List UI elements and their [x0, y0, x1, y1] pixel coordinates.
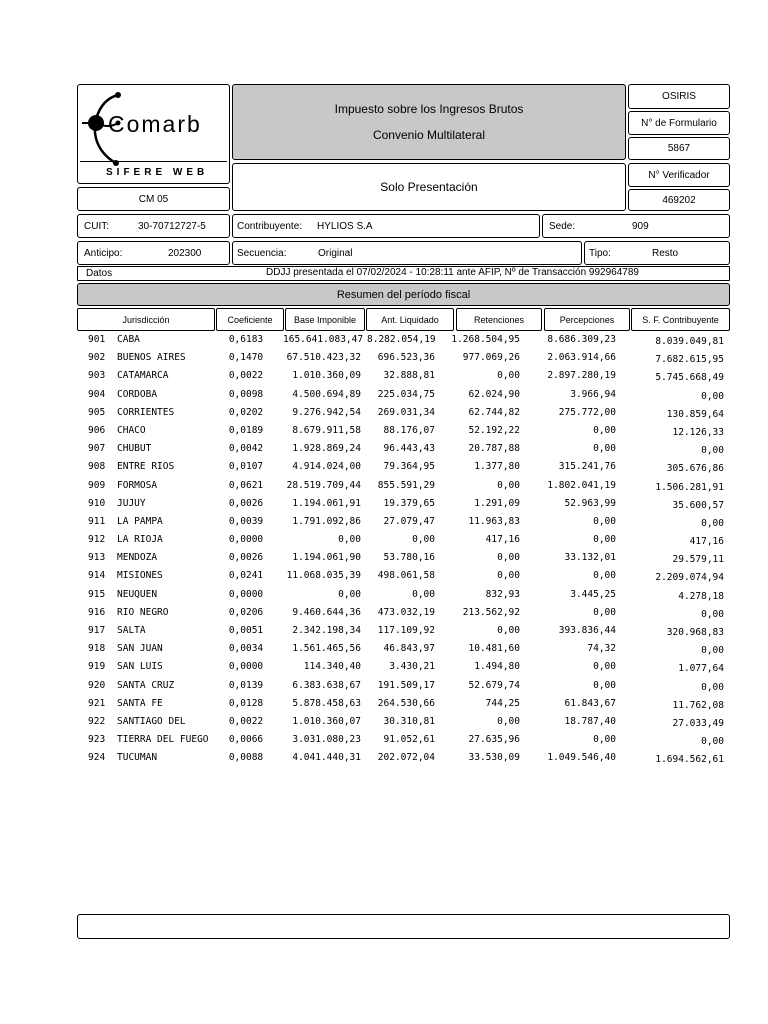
cell-base-imponible: 4.041.440,31 — [292, 752, 361, 764]
header-base-imponible: Base Imponible — [285, 308, 365, 331]
cuit-value: 30-70712727-5 — [138, 221, 206, 232]
title-line2: Convenio Multilateral — [372, 128, 486, 142]
cell-base-imponible: 1.928.869,24 — [292, 443, 361, 455]
cell-jurisdiccion: SALTA — [117, 625, 146, 636]
cell-retenciones: 62.024,90 — [468, 388, 520, 400]
table-row — [78, 441, 730, 459]
cell-jurisdiccion: JUJUY — [117, 497, 146, 509]
cell-coeficiente: 0,0107 — [228, 461, 264, 473]
cell-sf-contribuyente: 12.126,33 — [672, 426, 724, 438]
cell-jurisdiccion: SANTA CRUZ — [117, 679, 175, 691]
cell-base-imponible: 1.010.360,07 — [292, 715, 361, 727]
cell-coeficiente: 0,0128 — [228, 697, 264, 709]
cell-sf-contribuyente: 4.278,18 — [678, 590, 724, 602]
sede-box — [542, 214, 730, 238]
table-row — [78, 532, 730, 550]
cell-sf-contribuyente: 130.859,64 — [666, 408, 724, 420]
cell-ant-liquidado: 117.109,92 — [377, 625, 435, 636]
cell-sf-contribuyente: 0,00 — [701, 390, 724, 402]
cell-sf-contribuyente: 305.676,86 — [666, 463, 724, 475]
cell-code: 904 — [88, 388, 106, 400]
cell-code: 916 — [88, 606, 106, 618]
cell-coeficiente: 0,0088 — [228, 752, 264, 764]
cell-retenciones: 0,00 — [497, 370, 520, 382]
table-row — [78, 478, 730, 496]
datos-label: Datos — [86, 268, 113, 279]
cell-retenciones: 52.192,22 — [468, 424, 520, 436]
cell-coeficiente: 0,0066 — [228, 734, 264, 746]
cell-jurisdiccion: CATAMARCA — [117, 370, 169, 382]
cell-coeficiente: 0,0202 — [228, 406, 264, 418]
cell-jurisdiccion: NEUQUEN — [117, 588, 158, 600]
table-body — [78, 332, 730, 769]
header-sf-contribuyente: S. F. Contribuyente — [631, 308, 730, 331]
cell-sf-contribuyente: 320.968,83 — [666, 627, 724, 638]
formulario-label-box — [628, 111, 730, 135]
cell-percepciones: 315.241,76 — [558, 461, 616, 473]
cell-code: 924 — [88, 752, 106, 764]
cell-code: 919 — [88, 661, 106, 673]
cell-sf-contribuyente: 7.682.615,95 — [655, 354, 724, 366]
cell-code: 921 — [88, 697, 106, 709]
cell-retenciones: 27.635,96 — [468, 734, 520, 746]
cell-retenciones: 0,00 — [497, 570, 520, 582]
contribuyente-value: HYLIOS S.A — [317, 221, 373, 232]
sifere-label: SIFERE WEB — [106, 167, 209, 178]
cell-percepciones: 1.802.041,19 — [547, 479, 616, 491]
cell-jurisdiccion: MENDOZA — [117, 552, 158, 564]
table-row — [78, 350, 730, 368]
cell-ant-liquidado: 8.282.054,19 — [367, 334, 436, 345]
cell-percepciones: 0,00 — [593, 570, 616, 582]
table-title: Resumen del período fiscal — [336, 288, 471, 301]
table-title-box — [77, 283, 730, 306]
cell-sf-contribuyente: 0,00 — [701, 517, 724, 529]
cell-base-imponible: 114.340,40 — [303, 661, 361, 673]
cell-sf-contribuyente: 5.745.668,49 — [655, 372, 724, 384]
datos-value: DDJJ presentada el 07/02/2024 - 10:28:11 ante AFIP, Nº de Transacción 992964789 — [266, 267, 639, 278]
cell-coeficiente: 0,0139 — [228, 679, 264, 691]
cell-base-imponible: 3.031.080,23 — [292, 734, 361, 746]
cell-coeficiente: 0,0000 — [228, 661, 264, 673]
footer-box — [77, 914, 730, 939]
cell-retenciones: 832,93 — [485, 588, 520, 600]
cell-sf-contribuyente: 0,00 — [701, 445, 724, 457]
table-row — [78, 387, 730, 405]
cell-ant-liquidado: 269.031,34 — [377, 406, 435, 418]
cell-coeficiente: 0,0621 — [228, 479, 264, 491]
cell-ant-liquidado: 53.780,16 — [383, 552, 435, 564]
cell-sf-contribuyente: 0,00 — [701, 608, 724, 620]
cell-ant-liquidado: 202.072,04 — [377, 752, 435, 764]
cell-sf-contribuyente: 8.039.049,81 — [655, 336, 724, 347]
title-box — [232, 84, 626, 160]
table-row — [78, 514, 730, 532]
cell-base-imponible: 0,00 — [338, 588, 361, 600]
tipo-label: Tipo: — [589, 248, 611, 259]
anticipo-value: 202300 — [168, 248, 202, 259]
cell-ant-liquidado: 225.034,75 — [377, 388, 435, 400]
tipo-value: Resto — [652, 248, 679, 259]
table-row — [78, 732, 730, 750]
cell-retenciones: 0,00 — [497, 625, 520, 636]
cell-jurisdiccion: TUCUMAN — [117, 752, 158, 764]
cell-code: 906 — [88, 424, 106, 436]
cell-base-imponible: 1.010.360,09 — [292, 370, 361, 382]
header-ant-liquidado: Ant. Liquidado — [366, 308, 454, 331]
cell-ant-liquidado: 32.888,81 — [383, 370, 435, 382]
cell-percepciones: 0,00 — [593, 424, 616, 436]
cell-retenciones: 0,00 — [497, 479, 520, 491]
cell-sf-contribuyente: 1.506.281,91 — [655, 481, 724, 493]
secuencia-value: Original — [318, 248, 353, 259]
cell-ant-liquidado: 96.443,43 — [383, 443, 435, 455]
cell-jurisdiccion: SAN JUAN — [117, 643, 163, 655]
cell-code: 910 — [88, 497, 106, 509]
cell-code: 913 — [88, 552, 106, 564]
cell-base-imponible: 4.914.024,00 — [292, 461, 361, 473]
cell-retenciones: 0,00 — [497, 715, 520, 727]
cell-base-imponible: 165.641.083,47 — [283, 334, 364, 345]
subtitle-box — [232, 163, 626, 211]
verificador-label: N° Verificador — [648, 169, 710, 181]
cell-retenciones: 11.963,83 — [468, 515, 520, 527]
cuit-box — [77, 214, 230, 238]
cell-jurisdiccion: CHACO — [117, 424, 146, 436]
cell-ant-liquidado: 696.523,36 — [377, 352, 435, 364]
table-row — [78, 605, 730, 623]
cell-base-imponible: 6.383.638,67 — [292, 679, 361, 691]
header-retenciones: Retenciones — [456, 308, 542, 331]
cell-sf-contribuyente: 0,00 — [701, 681, 724, 693]
cell-jurisdiccion: CORDOBA — [117, 388, 158, 400]
cell-percepciones: 0,00 — [593, 606, 616, 618]
cell-retenciones: 0,00 — [497, 552, 520, 564]
cell-coeficiente: 0,6183 — [228, 334, 264, 345]
cell-percepciones: 74,32 — [587, 643, 616, 655]
cell-sf-contribuyente: 27.033,49 — [672, 717, 724, 729]
cell-jurisdiccion: SANTA FE — [117, 697, 163, 709]
cell-base-imponible: 8.679.911,58 — [292, 424, 361, 436]
cell-coeficiente: 0,0039 — [228, 515, 264, 527]
cell-code: 914 — [88, 570, 106, 582]
cell-ant-liquidado: 91.052,61 — [383, 734, 435, 746]
cell-jurisdiccion: SAN LUIS — [117, 661, 163, 673]
table-row — [78, 750, 730, 768]
table-row — [78, 568, 730, 586]
anticipo-label: Anticipo: — [84, 248, 123, 259]
cell-base-imponible: 1.561.465,56 — [292, 643, 361, 655]
cell-retenciones: 744,25 — [485, 697, 520, 709]
cell-code: 920 — [88, 679, 106, 691]
cell-jurisdiccion: CHUBUT — [117, 443, 152, 455]
cell-base-imponible: 1.194.061,91 — [292, 497, 361, 509]
cell-coeficiente: 0,0098 — [228, 388, 264, 400]
cell-percepciones: 8.686.309,23 — [547, 334, 616, 345]
cell-ant-liquidado: 473.032,19 — [377, 606, 435, 618]
cell-ant-liquidado: 19.379,65 — [383, 497, 435, 509]
cell-coeficiente: 0,0022 — [228, 370, 264, 382]
cell-base-imponible: 2.342.198,34 — [292, 625, 361, 636]
cell-percepciones: 61.843,67 — [564, 697, 616, 709]
cell-coeficiente: 0,0051 — [228, 625, 264, 636]
table-row — [78, 332, 730, 350]
table-row — [78, 678, 730, 696]
cell-code: 912 — [88, 534, 106, 546]
cell-ant-liquidado: 46.843,97 — [383, 643, 435, 655]
logo-box — [77, 84, 230, 184]
cell-ant-liquidado: 855.591,29 — [377, 479, 435, 491]
cell-coeficiente: 0,1470 — [228, 352, 264, 364]
cell-base-imponible: 4.500.694,89 — [292, 388, 361, 400]
cell-jurisdiccion: SANTIAGO DEL — [117, 715, 186, 727]
form-code: CM 05 — [138, 193, 169, 205]
cell-ant-liquidado: 264.530,66 — [377, 697, 435, 709]
cell-retenciones: 1.494,80 — [474, 661, 520, 673]
cell-code: 922 — [88, 715, 106, 727]
cell-retenciones: 1.291,09 — [474, 497, 520, 509]
cell-percepciones: 0,00 — [593, 534, 616, 546]
cell-sf-contribuyente: 0,00 — [701, 736, 724, 748]
cell-coeficiente: 0,0206 — [228, 606, 264, 618]
table-row — [78, 659, 730, 677]
cell-percepciones: 393.836,44 — [558, 625, 616, 636]
cell-coeficiente: 0,0034 — [228, 643, 264, 655]
cell-retenciones: 52.679,74 — [468, 679, 520, 691]
verificador-value-box — [628, 189, 730, 211]
cell-code: 908 — [88, 461, 106, 473]
cell-percepciones: 1.049.546,40 — [547, 752, 616, 764]
table-row — [78, 696, 730, 714]
cell-percepciones: 3.966,94 — [570, 388, 616, 400]
cell-ant-liquidado: 79.364,95 — [383, 461, 435, 473]
cell-sf-contribuyente: 29.579,11 — [672, 554, 724, 566]
cell-code: 903 — [88, 370, 106, 382]
logo-divider — [80, 161, 227, 162]
header-jurisdiccion: Jurisdicción — [77, 308, 215, 331]
table-row — [78, 496, 730, 514]
cell-retenciones: 213.562,92 — [462, 606, 520, 618]
cell-jurisdiccion: LA PAMPA — [117, 515, 163, 527]
cell-ant-liquidado: 191.509,17 — [377, 679, 435, 691]
formulario-value-box — [628, 137, 730, 160]
table-row — [78, 423, 730, 441]
cell-jurisdiccion: BUENOS AIRES — [117, 352, 186, 364]
cell-sf-contribuyente: 11.762,08 — [672, 699, 724, 711]
cell-percepciones: 275.772,00 — [558, 406, 616, 418]
cell-ant-liquidado: 0,00 — [412, 534, 435, 546]
cell-sf-contribuyente: 417,16 — [689, 536, 724, 548]
title-line1: Impuesto sobre los Ingresos Brutos — [334, 102, 524, 116]
osiris-box — [628, 84, 730, 109]
cell-sf-contribuyente: 1.694.562,61 — [655, 754, 724, 766]
cell-base-imponible: 5.878.458,63 — [292, 697, 361, 709]
cell-percepciones: 0,00 — [593, 515, 616, 527]
cell-percepciones: 3.445,25 — [570, 588, 616, 600]
cell-code: 915 — [88, 588, 106, 600]
cell-code: 907 — [88, 443, 106, 455]
cell-sf-contribuyente: 0,00 — [701, 645, 724, 657]
table-row — [78, 405, 730, 423]
formulario-value: 5867 — [667, 143, 691, 154]
cell-percepciones: 0,00 — [593, 679, 616, 691]
contribuyente-label: Contribuyente: — [237, 221, 303, 232]
cell-sf-contribuyente: 35.600,57 — [672, 499, 724, 511]
cell-jurisdiccion: CABA — [117, 334, 140, 345]
secuencia-label: Secuencia: — [237, 248, 287, 259]
cell-coeficiente: 0,0000 — [228, 534, 264, 546]
cell-jurisdiccion: FORMOSA — [117, 479, 158, 491]
cell-base-imponible: 1.194.061,90 — [292, 552, 361, 564]
header-coeficiente: Coeficiente — [216, 308, 284, 331]
cell-retenciones: 10.481,60 — [468, 643, 520, 655]
secuencia-box — [232, 241, 582, 265]
cell-jurisdiccion: LA RIOJA — [117, 534, 163, 546]
cell-coeficiente: 0,0022 — [228, 715, 264, 727]
logo-text: Comarb — [108, 111, 202, 137]
cell-code: 911 — [88, 515, 106, 527]
contribuyente-box — [232, 214, 540, 238]
table-row — [78, 550, 730, 568]
cell-percepciones: 2.897.280,19 — [547, 370, 616, 382]
cell-coeficiente: 0,0189 — [228, 424, 264, 436]
cell-jurisdiccion: RIO NEGRO — [117, 606, 169, 618]
cell-coeficiente: 0,0026 — [228, 497, 264, 509]
table-row — [78, 714, 730, 732]
cell-jurisdiccion: CORRIENTES — [117, 406, 175, 418]
cell-coeficiente: 0,0026 — [228, 552, 264, 564]
cell-ant-liquidado: 0,00 — [412, 588, 435, 600]
cell-retenciones: 33.530,09 — [468, 752, 520, 764]
cell-base-imponible: 11.068.035,39 — [286, 570, 361, 582]
cell-sf-contribuyente: 1.077,64 — [678, 663, 724, 675]
tipo-box — [584, 241, 730, 265]
table-row — [78, 587, 730, 605]
osiris-label: OSIRIS — [662, 91, 696, 102]
form-code-box — [77, 187, 230, 211]
cell-percepciones: 2.063.914,66 — [547, 352, 616, 364]
cell-jurisdiccion: TIERRA DEL FUEGO — [117, 734, 209, 746]
cell-coeficiente: 0,0241 — [228, 570, 264, 582]
header-percepciones: Percepciones — [544, 308, 630, 331]
table-row — [78, 641, 730, 659]
cell-base-imponible: 67.510.423,32 — [286, 352, 361, 364]
sede-label: Sede: — [549, 221, 576, 232]
cell-retenciones: 62.744,82 — [468, 406, 520, 418]
cell-retenciones: 1.377,80 — [474, 461, 520, 473]
cell-retenciones: 1.268.504,95 — [451, 334, 520, 345]
cell-base-imponible: 9.460.644,36 — [292, 606, 361, 618]
sede-value: 909 — [632, 221, 649, 232]
cell-base-imponible: 0,00 — [338, 534, 361, 546]
cuit-label: CUIT: — [84, 221, 109, 232]
table-row — [78, 368, 730, 386]
cell-code: 909 — [88, 479, 106, 491]
datos-box — [77, 266, 730, 281]
cell-percepciones: 18.787,40 — [564, 715, 616, 727]
cell-coeficiente: 0,0042 — [228, 443, 264, 455]
cell-base-imponible: 1.791.092,86 — [292, 515, 361, 527]
cell-retenciones: 417,16 — [485, 534, 520, 546]
formulario-label: N° de Formulario — [641, 117, 717, 129]
cell-retenciones: 977.069,26 — [462, 352, 520, 364]
cell-code: 902 — [88, 352, 106, 364]
cell-ant-liquidado: 3.430,21 — [389, 661, 435, 673]
cell-sf-contribuyente: 2.209.074,94 — [655, 572, 724, 584]
anticipo-box — [77, 241, 230, 265]
cell-jurisdiccion: ENTRE RIOS — [117, 461, 175, 473]
cell-code: 918 — [88, 643, 106, 655]
cell-percepciones: 0,00 — [593, 661, 616, 673]
verificador-label-box — [628, 163, 730, 187]
cell-ant-liquidado: 88.176,07 — [383, 424, 435, 436]
cell-base-imponible: 9.276.942,54 — [292, 406, 361, 418]
cell-ant-liquidado: 27.079,47 — [383, 515, 435, 527]
subtitle: Solo Presentación — [380, 180, 478, 194]
table-row — [78, 459, 730, 477]
cell-ant-liquidado: 30.310,81 — [383, 715, 435, 727]
verificador-value: 469202 — [662, 194, 696, 206]
cell-code: 901 — [88, 334, 106, 345]
cell-jurisdiccion: MISIONES — [117, 570, 163, 582]
cell-retenciones: 20.787,88 — [468, 443, 520, 455]
cell-percepciones: 0,00 — [593, 734, 616, 746]
cell-code: 923 — [88, 734, 106, 746]
table-row — [78, 623, 730, 641]
cell-code: 905 — [88, 406, 106, 418]
cell-base-imponible: 28.519.709,44 — [286, 479, 361, 491]
cell-percepciones: 0,00 — [593, 443, 616, 455]
cell-coeficiente: 0,0000 — [228, 588, 264, 600]
cell-percepciones: 33.132,01 — [564, 552, 616, 564]
cell-percepciones: 52.963,99 — [564, 497, 616, 509]
cell-ant-liquidado: 498.061,58 — [377, 570, 435, 582]
cell-code: 917 — [88, 625, 106, 636]
